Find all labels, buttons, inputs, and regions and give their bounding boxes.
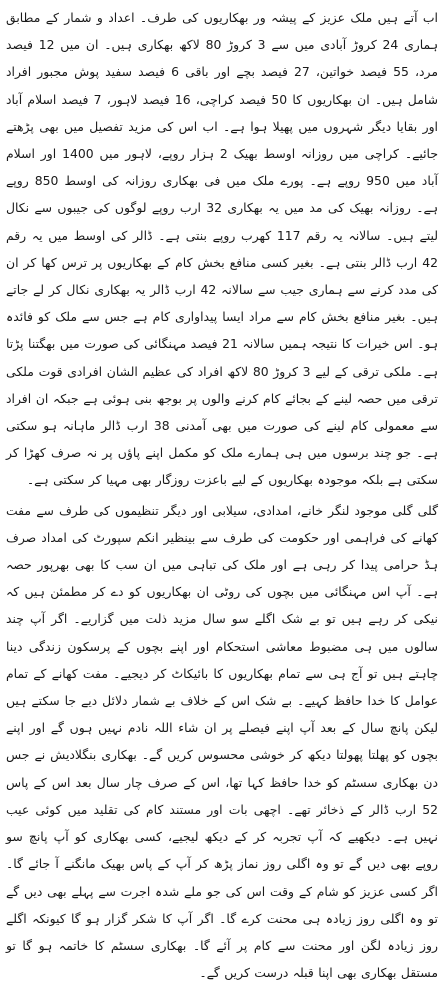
article-paragraph-1: اب آتے ہیں ملک عزیز کے پیشہ ور بھکاریوں کی طرف۔ اعداد و شمار کے مطابق ہماری 24 کروڑ آبادی میں سے 3 کروڑ 80 لاکھ بھکاری ہیں۔ ان میں 12 فیصد مرد، 55 فیصد خواتین، 27 فیصد بچے اور باقی 6 فیصد سفید پوش مجبور افراد شامل ہیں۔ ان بھکاریوں کا 50 فیصد کراچی، 16 فیصد لاہور، 7 فیصد اسلام آباد اور بقایا دیگر شہروں میں پھیلا ہوا ہے۔ اب اس کی مزید تفصیل میں بھی پڑھتے جائیے۔ کراچی میں روزانہ اوسط بھیک 2 ہزار روپے، لاہور میں 1400 اور اسلام آباد میں 950 روپے ہے۔ پورے ملک میں فی بھکاری روزانہ کی اوسط 850 روپے ہے۔ روزانہ بھیک کی مد میں یہ بھکاری 32 ارب روپے لوگوں کی جیبوں سے نکال لیتے ہیں۔ سالانہ یہ رقم 117 کھرب روپے بنتی ہے۔ ڈالر کی اوسط میں یہ رقم 42 ارب ڈالر بنتی ہے۔ بغیر کسی منافع بخش کام کے بھکاریوں پر ترس کھا کر ان کی مدد کرنے سے ہماری جیب سے سالانہ 42 ارب ڈالر یہ بھکاری نکال کر لے جاتے ہیں۔ بغیر منافع بخش کام سے مراد ایسا پیداواری کام ہے جس سے ملک کو فائدہ ہو۔ اس خیرات کا نتیجہ ہمیں سالانہ 21 فیصد مہنگائی کی صورت میں بھگتنا پڑتا ہے۔ ملکی ترقی کے لیے 3 کروڑ 80 لاکھ افراد کی عظیم الشان افرادی قوت ملکی ترقی میں حصہ لینے کے بجائے کام کرنے والوں پر بوجھ بنی ہوئی ہے جبکہ ان افراد سے معمولی کام لینے کی صورت میں بھی آمدنی 38 ارب ڈالر ماہانہ ہو سکتی ہے۔ جو چند برسوں میں ہی ہمارے ملک کو مکمل اپنے پاؤں پر نہ صرف کھڑا کر سکتی ہے بلکہ موجودہ بھکاریوں کے لیے باعزت روزگار بھی مہیا کر سکتی ہے۔ — [6, 10, 439, 488]
article-paragraph-2: گلی گلی موجود لنگر خانے، امدادی، سیلابی اور دیگر تنظیموں کی طرف سے مفت کھانے کی فراہمی اور حکومت کی طرف سے بینظیر انکم سپورٹ کی امداد صرف ہڈ حرامی پیدا کر رہی ہے اور ملک کی تباہی میں ان سب کا بھی بھرپور حصہ ہے۔ آپ اس مہنگائی میں بچوں کی روٹی ان بھکاریوں کو دے کر مطمئن ہیں کہ نیکی کر رہے ہیں تو بے شک اگلے سو سال مزید ذلت میں گزاریے۔ اگر آپ چند سالوں میں ہی مضبوط معاشی استحکام اور اپنے بچوں کے پرسکون زندگی دینا چاہتے ہیں تو آج ہی سے تمام بھکاریوں کا بائیکاٹ کر دیجیے۔ مفت کھانے کے تمام عوامل کا خدا حافظ کہیے۔ بے شک اس کے خلاف بے شمار دلائل دیے جا سکتے ہیں لیکن پانچ سال کے بعد آپ اپنے فیصلے پر ان شاء اللہ نادم نہیں ہوں گے اور اپنے بچوں کو پھلتا پھولتا دیکھ کر خوشی محسوس کریں گے۔ بھکاری بنگلادیش نے جس دن بھکاری سسٹم کو خدا حافظ کہا تھا، اس کے صرف چار سال بعد اس کے پاس 52 ارب ڈالر کے ذخائر تھے۔ اچھی بات اور مستند کام کی تقلید میں کوئی عیب نہیں ہے۔ دیکھیے کہ آپ تجربہ کر کے دیکھ لیجیے، کسی بھکاری کو آپ پانچ سو روپے بھی دیں گے تو وہ اگلی روز نماز پڑھ کر آپ کے پاس بھیک مانگنے آ جائے گا۔ اگر کسی عزیز کو شام کے وقت اس کی جو ملے شدہ اجرت سے پہلے بھی دیں گے تو وہ اگلی روز زیادہ ہی محنت کرے گا۔ اگر آپ کا شکر گزار ہو گا کیونکہ اگلے روز زیادہ لگن اور محنت سے کام پر آئے گا۔ بھکاری سسٹم کا خاتمہ ہو گا تو مستقل بھکاری بھی اپنا قبلہ درست کریں گے۔ — [6, 502, 438, 981]
